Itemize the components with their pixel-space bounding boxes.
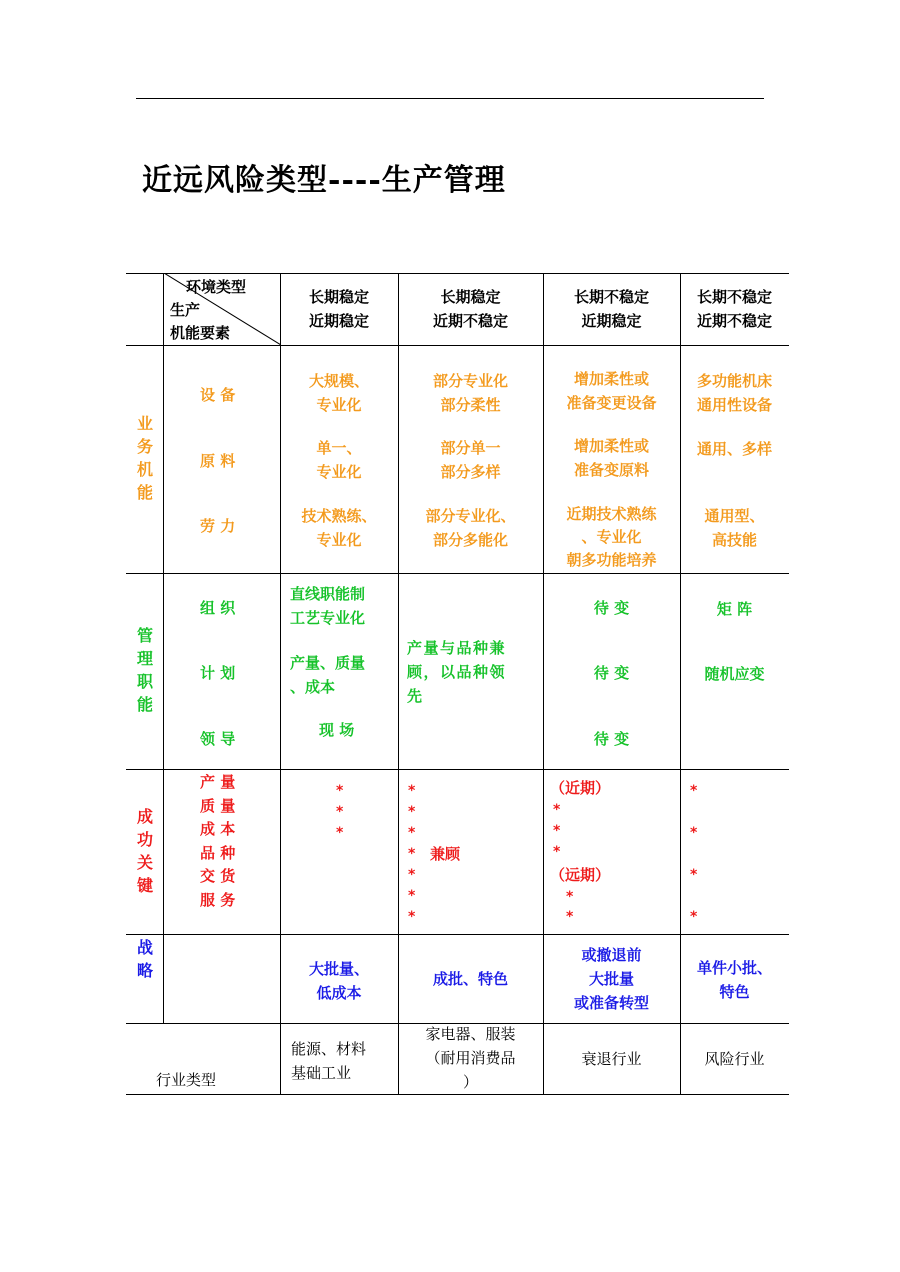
cell-industry-1: 能源、材料 基础工业 <box>291 1040 367 1082</box>
cell-strategy-1: 大批量、 低成本 <box>308 960 369 1002</box>
table-line <box>126 934 789 935</box>
header-col-long: 长期稳定 <box>308 288 369 306</box>
cell-labor-4: 通用型、 高技能 <box>704 507 765 549</box>
cell-strategy-3: 或撤退前 大批量 或准备转型 <box>573 946 649 1012</box>
cell-material-3: 增加柔性或 准备变原料 <box>573 437 649 479</box>
table-line <box>126 573 789 574</box>
cell-industry-3: 衰退行业 <box>581 1050 642 1068</box>
cell-management-2: 产量与品种兼 顾，以品种领 先 <box>407 639 507 705</box>
page-title: 近远风险类型----生产管理 <box>142 163 506 198</box>
industry-type-label: 行业类型 <box>156 1071 217 1089</box>
cell-plan-3: 待 变 <box>593 664 630 682</box>
cell-lead-1: 现 场 <box>319 721 355 739</box>
row-label-equipment: 设 备 <box>200 386 236 404</box>
star-mark: * <box>690 825 698 841</box>
success-group-label: 成功关键 <box>136 807 153 895</box>
star-mark: * <box>553 823 561 839</box>
star-mark: * <box>408 888 416 904</box>
table-line <box>126 345 789 346</box>
row-label-organize: 组 织 <box>200 599 236 617</box>
star-mark: * <box>408 867 416 883</box>
table-line-bottom <box>126 1094 789 1095</box>
star-mark: * <box>336 804 344 820</box>
header-col-long: 长期不稳定 <box>696 288 772 306</box>
corner-env-label: 环境类型 <box>186 278 247 296</box>
cell-equipment-3: 增加柔性或 准备变更设备 <box>566 370 657 412</box>
success-near-term-label: （近期） <box>550 779 611 797</box>
star-mark: * <box>690 783 698 799</box>
management-group-label: 管理职能 <box>136 626 153 714</box>
star-mark: * <box>408 783 416 799</box>
table-line <box>163 273 164 1023</box>
star-mark: * <box>553 802 561 818</box>
cell-material-1: 单一、 专业化 <box>316 439 362 481</box>
cell-plan-1: 产量、质量 、成本 <box>290 654 366 696</box>
star-mark: * <box>690 909 698 925</box>
star-mark: * <box>566 909 574 925</box>
star-mark: * <box>566 889 574 905</box>
star-mark: * <box>553 844 561 860</box>
cell-organize-3: 待 变 <box>593 599 630 617</box>
cell-equipment-1: 大规模、 专业化 <box>308 372 369 414</box>
header-col-short: 近期稳定 <box>308 312 369 330</box>
header-col-long: 长期稳定 <box>440 288 501 306</box>
cell-plan-4: 随机应变 <box>704 665 765 683</box>
cell-lead-3: 待 变 <box>593 730 630 748</box>
header-col-short: 近期不稳定 <box>432 312 508 330</box>
success-long-term-label: （远期） <box>550 866 611 884</box>
row-label-plan: 计 划 <box>200 664 236 682</box>
row-label-labor: 劳 力 <box>200 517 236 535</box>
header-col-short: 近期不稳定 <box>696 312 772 330</box>
cell-equipment-4: 多功能机床 通用性设备 <box>696 372 772 414</box>
row-label-material: 原 料 <box>200 452 236 470</box>
cell-industry-2: 家电器、服装 （耐用消费品 ） <box>425 1025 516 1091</box>
corner-prod-label: 生产 <box>170 301 201 319</box>
strategy-group-label: 战略 <box>136 938 153 980</box>
row-label-lead: 领 导 <box>200 730 236 748</box>
star-mark: * <box>408 804 416 820</box>
cell-industry-4: 风险行业 <box>704 1050 765 1068</box>
header-col-long: 长期不稳定 <box>573 288 649 306</box>
cell-labor-3: 近期技术熟练 、专业化 朝多功能培养 <box>566 505 657 569</box>
header-col-short: 近期稳定 <box>581 312 642 330</box>
table-line <box>126 769 789 770</box>
cell-strategy-4: 单件小批、 特色 <box>696 959 772 1001</box>
success-balance-note: 兼顾 <box>430 845 461 863</box>
business-group-label: 业务机能 <box>136 414 153 502</box>
star-mark: * <box>408 846 416 862</box>
cell-labor-2: 部分专业化、 部分多能化 <box>425 507 516 549</box>
star-mark: * <box>690 867 698 883</box>
corner-func-label: 机能要素 <box>170 324 231 342</box>
cell-organize-4: 矩 阵 <box>716 600 753 618</box>
star-mark: * <box>336 783 344 799</box>
star-mark: * <box>408 909 416 925</box>
cell-material-2: 部分单一 部分多样 <box>440 439 501 481</box>
top-rule <box>136 98 764 99</box>
cell-organize-1: 直线职能制 工艺专业化 <box>290 585 366 627</box>
cell-labor-1: 技术熟练、 专业化 <box>301 507 377 549</box>
cell-strategy-2: 成批、特色 <box>432 970 508 988</box>
star-mark: * <box>408 825 416 841</box>
star-mark: * <box>336 825 344 841</box>
cell-equipment-2: 部分专业化 部分柔性 <box>432 372 508 414</box>
cell-material-4: 通用、多样 <box>696 440 772 458</box>
success-factors: 产 量 质 量 成 本 品 种 交 货 服 务 <box>200 773 236 909</box>
